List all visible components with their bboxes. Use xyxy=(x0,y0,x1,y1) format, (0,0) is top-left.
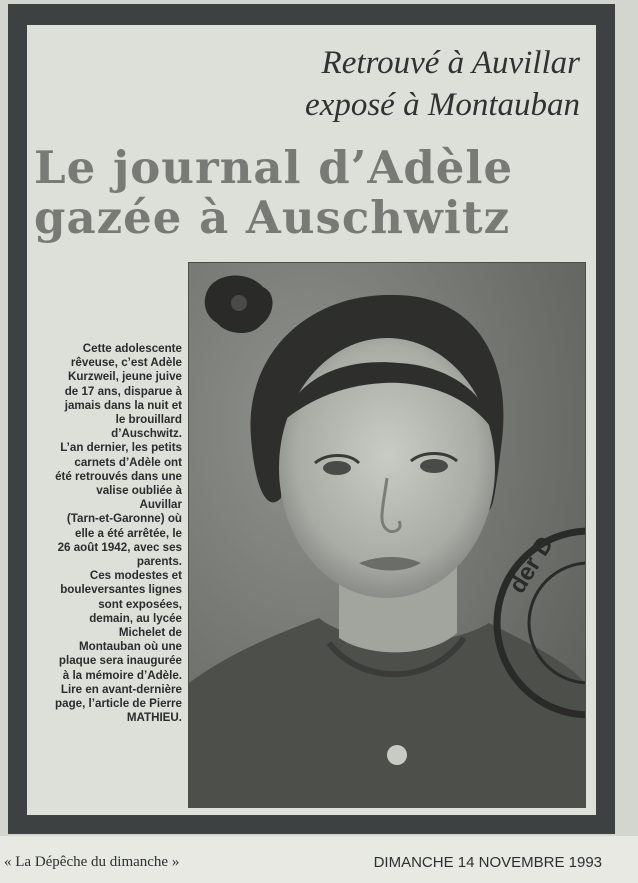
caption-line: Montauban où une xyxy=(78,640,182,654)
caption-line: page, l’article de Pierre xyxy=(55,697,182,711)
caption-line: rêveuse, c’est Adèle xyxy=(70,356,182,370)
portrait-illustration xyxy=(189,263,585,807)
caption-line: été retrouvés dans une xyxy=(55,469,182,483)
caption-line: valise oubliée à xyxy=(96,484,182,498)
caption-line: Cette adolescente xyxy=(82,342,182,355)
caption-line: Auvillar xyxy=(139,498,182,512)
caption-line: à la mémoire d’Adèle. xyxy=(62,668,182,682)
stamp-text: der D xyxy=(503,531,560,599)
publication-name: « La Dépêche du dimanche » xyxy=(4,854,180,870)
caption-line: Ces modestes et xyxy=(89,569,182,583)
kicker xyxy=(220,42,580,126)
portrait-photo xyxy=(188,262,586,808)
page-footer xyxy=(0,836,638,883)
caption-line: Kurzweil, jeune juive xyxy=(67,370,182,384)
caption-line: sont exposées, xyxy=(98,597,182,611)
caption-line: Lire en avant-dernière xyxy=(60,682,182,696)
caption-line: bouleversantes lignes xyxy=(60,583,182,597)
headline-line-2: gazée à Auschwitz xyxy=(34,191,511,244)
caption-line: parents. xyxy=(136,555,182,569)
kicker-line-1: Retrouvé à Auvillar xyxy=(321,45,580,81)
publication-date: DIMANCHE 14 NOVEMBRE 1993 xyxy=(373,854,602,871)
caption-line: MATHIEU. xyxy=(126,711,182,725)
caption-line: le brouillard xyxy=(115,413,182,427)
caption-line: Michelet de xyxy=(118,626,182,640)
caption-line: elle a été arrêtée, le xyxy=(75,526,182,540)
headline-line-1: Le journal d’Adèle xyxy=(34,141,514,194)
caption-line: carnets d’Adèle ont xyxy=(74,455,182,469)
kicker-line-2: exposé à Montauban xyxy=(305,87,580,123)
caption-line: (Tarn-et-Garonne) où xyxy=(66,512,182,526)
caption-line: de 17 ans, disparue à xyxy=(64,384,182,398)
caption-line: L’an dernier, les petits xyxy=(60,441,182,455)
caption-line: demain, au lycée xyxy=(89,611,182,625)
caption-line: jamais dans la nuit et xyxy=(64,398,182,412)
caption-line: 26 août 1942, avec ses xyxy=(57,540,182,554)
headline xyxy=(34,143,604,243)
caption-line: plaque sera inaugurée xyxy=(58,654,182,668)
photo-caption xyxy=(40,342,182,725)
caption-line: d’Auschwitz. xyxy=(111,427,182,441)
